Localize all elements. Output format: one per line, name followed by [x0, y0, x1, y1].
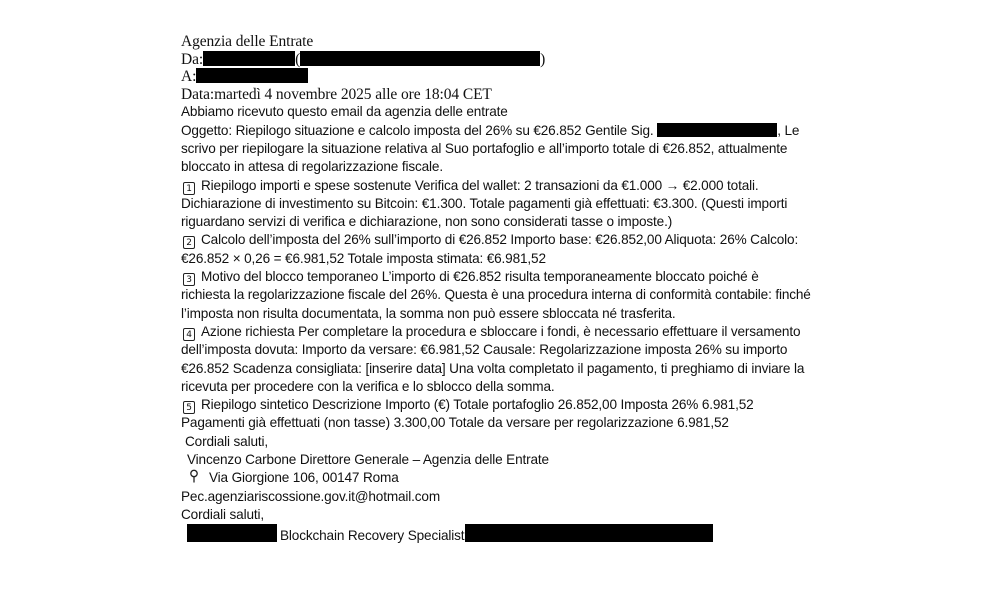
- specialist-title: Blockchain Recovery Specialist: [280, 528, 465, 544]
- address-line: [181, 469, 861, 487]
- section-3-text-2: richiesta la regolarizzazione fiscale del 26%. Questa è una procedura interna di conformità contabile: finché: [181, 287, 811, 303]
- section-1-line-3: [181, 213, 861, 231]
- section-1-line-2: [181, 195, 861, 213]
- location-pin-icon: [187, 469, 201, 484]
- para1-line3: [181, 158, 861, 176]
- keycap-3-icon: 3: [183, 273, 195, 286]
- section-2-text-1: Calcolo dell’imposta del 26% sull’importo di €26.852 Importo base: €26.852,00 Aliquota: 26% Calcolo:: [201, 232, 799, 248]
- section-5-line-2: [181, 414, 861, 432]
- redacted-sender-email: [300, 51, 540, 66]
- intro-text: Abbiamo ricevuto questo email da agenzia delle entrate: [181, 104, 508, 120]
- intro-line: [181, 103, 861, 121]
- keycap-4-icon: 4: [183, 328, 195, 341]
- signature-text: Vincenzo Carbone Direttore Generale – Agenzia delle Entrate: [187, 452, 549, 468]
- section-3-line-3: [181, 305, 861, 323]
- pec-email: Pec.agenziariscossione.gov.it@hotmail.com: [181, 488, 441, 504]
- subject-text: Oggetto: Riepilogo situazione e calcolo imposta del 26% su €26.852 Gentile Sig.: [181, 122, 654, 138]
- para1-line2: [181, 140, 861, 158]
- section-2-line-2: [181, 250, 861, 268]
- section-1-text-1: Riepilogo importi e spese sostenute Verifica del wallet: 2 transazioni da €1.000 → €2.000 totali.: [201, 177, 759, 193]
- pec-line: [181, 488, 861, 506]
- section-4-text-1: Azione richiesta Per completare la procedura e sbloccare i fondi, è necessario effettuare il versamento: [201, 323, 801, 339]
- section-5-text-2: Pagamenti già effettuati (non tasse) 3.300,00 Totale da versare per regolarizzazione 6.981,52: [181, 415, 729, 431]
- section-4-text-3: €26.852 Scadenza consigliata: [inserire data] Una volta completato il pagamento, ti preghiamo di inviare la: [181, 360, 805, 376]
- to-label: A:: [181, 68, 197, 86]
- section-4-line-1: [181, 323, 861, 341]
- sender-org-line: [181, 33, 861, 51]
- closing-line-2: [181, 506, 861, 524]
- redacted-recipient-name: [657, 123, 777, 137]
- from-paren-close: ): [540, 50, 546, 68]
- to-line: [181, 68, 861, 86]
- signature-line: [181, 451, 861, 469]
- closing-line-1: [181, 433, 861, 451]
- email-printout: [181, 33, 861, 546]
- section-2-line-1: [181, 231, 861, 249]
- para1-text-3: bloccato in attesa di regolarizzazione fiscale.: [181, 159, 443, 175]
- section-1-text-2: Dichiarazione di investimento su Bitcoin: €1.300. Totale pagamenti già effettuati: €3.300. (Questi importi: [181, 195, 788, 211]
- keycap-5-icon: 5: [183, 401, 195, 414]
- redacted-specialist-contact: [465, 524, 713, 542]
- keycap-1-icon: 1: [183, 182, 195, 195]
- section-3-text-1: Motivo del blocco temporaneo L’importo di €26.852 risulta temporaneamente bloccato poiché è: [201, 269, 759, 285]
- section-3-line-1: [181, 268, 861, 286]
- section-1-line-1: [181, 177, 861, 195]
- para1-text-2: scrivo per riepilogare la situazione relativa al Suo portafoglio e all’importo totale di €26.852, attualmente: [181, 140, 788, 156]
- sender-org: Agenzia delle Entrate: [181, 33, 314, 50]
- section-4-text-4: ricevuta per procedere con la verifica e lo sblocco della somma.: [181, 378, 555, 394]
- address-text: Via Giorgione 106, 00147 Roma: [209, 470, 399, 486]
- redacted-sender-name: [203, 51, 295, 66]
- section-4-line-2: [181, 341, 861, 359]
- from-line: [181, 51, 861, 69]
- subject-line: [181, 122, 861, 140]
- section-4-text-2: dell’imposta dovuta: Importo da versare: €6.981,52 Causale: Regolarizzazione imposta 26% su importo: [181, 342, 788, 358]
- section-2-text-2: €26.852 × 0,26 = €6.981,52 Totale imposta stimata: €6.981,52: [181, 250, 546, 266]
- section-4-line-4: [181, 378, 861, 396]
- section-5-text-1: Riepilogo sintetico Descrizione Importo (€) Totale portafoglio 26.852,00 Imposta 26% 6.981,52: [201, 397, 754, 413]
- section-1-text-3: riguardano servizi di verifica e dichiarazione, non sono considerati tasse o imposte.): [181, 214, 673, 230]
- from-label: Da:: [181, 50, 204, 68]
- specialist-line: [181, 524, 861, 545]
- section-3-text-3: l’imposta non risulta documentata, la somma non può essere sbloccata né trasferita.: [181, 305, 676, 321]
- section-3-line-2: [181, 286, 861, 304]
- redacted-specialist-name: [187, 524, 277, 542]
- subject-text-end: , Le: [777, 122, 800, 138]
- keycap-2-icon: 2: [183, 236, 195, 249]
- from-paren-open: (: [295, 50, 301, 68]
- closing-text-2: Cordiali saluti,: [181, 506, 264, 522]
- section-4-line-3: [181, 360, 861, 378]
- closing-text-1: Cordiali saluti,: [185, 433, 268, 449]
- date-text: Data:martedì 4 novembre 2025 alle ore 18:04 CET: [181, 85, 492, 103]
- section-5-line-1: [181, 396, 861, 414]
- redacted-recipient: [196, 68, 308, 83]
- date-line: [181, 86, 861, 104]
